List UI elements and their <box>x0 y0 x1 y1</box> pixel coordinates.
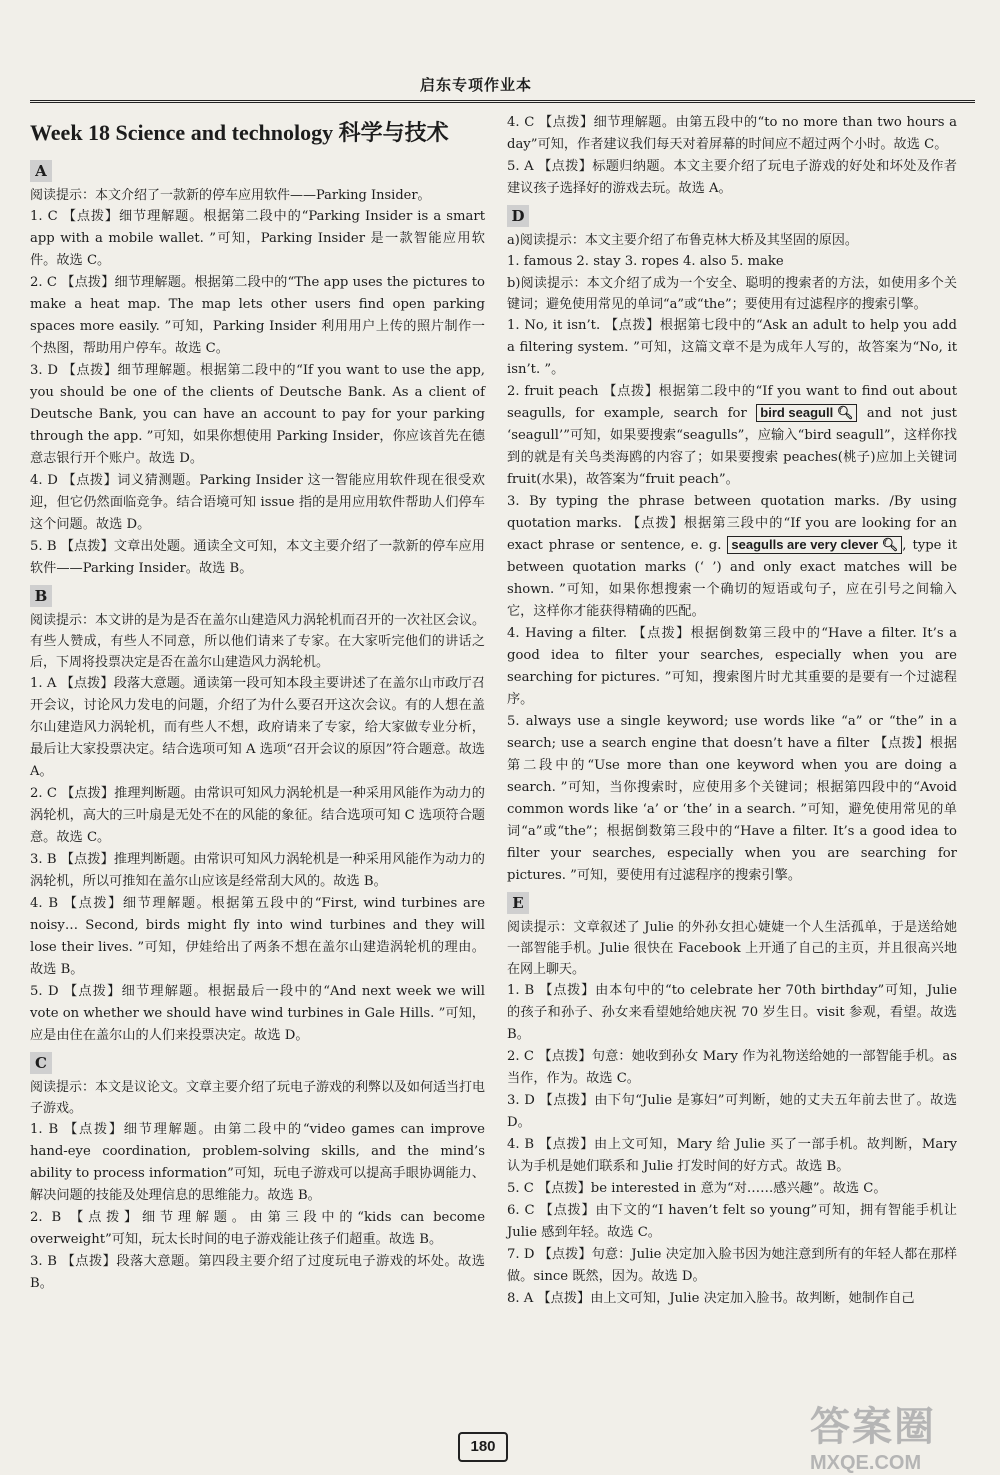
answer-item: 1. No, it isn’t. 【点拨】根据第七段中的“Ask an adult to help you add a filtering system. ”可知，这篇文章不是为成年人写的，故答案为“No, it isn’t. ”。 <box>507 318 957 377</box>
answer-item: 1. C 【点拨】细节理解题。根据第二段中的“Parking Insider is a smart app with a mobile wallet. ”可知，Parking Insider 是一款智能应用软件。故选 C。 <box>30 209 485 268</box>
section-label-e: E <box>507 892 529 914</box>
section-label-c: C <box>30 1052 52 1074</box>
answer-item: 6. C 【点拨】由下文的“I haven’t felt so young”可知，拥有智能手机让 Julie 感到年轻。故选 C。 <box>507 1203 957 1240</box>
reading-tip-d-b: b)阅读提示：本文介绍了成为一个安全、聪明的搜索者的方法，如使用多个关键词；避免使用常见的单词“a”或“the”；要使用有过滤程序的搜索引擎。 <box>507 276 957 312</box>
answer-item: 2. B 【点拨】细节理解题。由第三段中的“kids can become overweight”可知，玩太长时间的电子游戏能让孩子们超重。故选 B。 <box>30 1210 485 1247</box>
answer-item: 4. Having a filter. 【点拨】根据倒数第三段中的“Have a filter. It’s a good idea to filter your searches, especially when you are searching for pictures. ”可知，搜索图片时尤其重要的是要有一个过滤程序。 <box>507 626 957 707</box>
watermark-text: 答案圈 <box>810 1405 936 1449</box>
answer-item: 4. C 【点拨】细节理解题。由第五段中的“to no more than two hours a day”可知，作者建议我们每天对着屏幕的时间应不超过两个小时。故选 C。 <box>507 115 957 152</box>
answer-item-text: , type it between quotation marks (‘ ’) and only exact matches will be shown. ”可知，如果你想搜索一个确切的短语或句子，应在引号之间输入它，这样你才能获得精确的匹配。 <box>507 538 958 619</box>
answer-item: 1. B 【点拨】细节理解题。由第二段中的“video games can improve hand-eye coordination, problem-solving skills, and the mind’s ability to process information”可知，玩电子游戏可以提高手眼协调能力、解决问题的技能及处理信息的思维能力。故选 B。 <box>30 1122 485 1203</box>
answer-item: 2. C 【点拨】细节理解题。根据第二段中的“The app uses the pictures to make a heat map. The map lets other users find open parking spaces more easily. ”可知，Parking Insider 利用用户上传的照片制作一个热图，帮助用户停车。故选 C。 <box>30 275 485 356</box>
answer-item: 8. A 【点拨】由上文可知，Julie 决定加入脸书。故判断，她制作自己 <box>507 1291 915 1306</box>
answer-item: 5. always use a single keyword; use words like “a” or “the” in a search; use a search engine that doesn’t have a filter 【点拨】根据第二段中的“Use more than one keyword when you are doing a search. ”可知，当你搜索时，应使用多个关键词；根据第四段中的“Avoid common words like ‘a’ or ‘the’ in a search. ”可知，避免使用常见的单词“a”或“the”；根据倒数第三段中的“Have a filter. It’s a good idea to filter your searches, especially when you are searching for pictures. ”可知，要使用有过滤程序的搜索引擎。 <box>507 714 957 883</box>
answer-item-text: and not just ‘seagull’”可知，如果要搜索“seagulls”，应输入“bird seagull”，这样你找到的就是有关鸟类海鸥的内容了；如果要搜索 peaches(桃子)应加上关键词 fruit(水果)，故答案为“fruit peach”。 <box>507 406 957 487</box>
answer-item: 1. A 【点拨】段落大意题。通读第一段可知本段主要讲述了在盖尔山市政厅召开会议，讨论风力发电的问题，介绍了为什么要召开这次会议。有的人想在盖尔山建造风力涡轮机，而有些人不想，政府请来了专家，给大家做专业分析，最后让大家投票决定。结合选项可知 A 选项“召开会议的原因”符合题意。故选 A。 <box>30 676 485 779</box>
section-label-b: B <box>30 585 52 607</box>
answer-item: 3. B 【点拨】段落大意题。第四段主要介绍了过度玩电子游戏的坏处。故选 B。 <box>30 1254 485 1291</box>
answer-item: 4. B 【点拨】由上文可知，Mary 给 Julie 买了一部手机。故判断，Mary 认为手机是她们联系和 Julie 打发时间的好方式。故选 B。 <box>507 1137 957 1174</box>
right-column <box>507 112 957 1310</box>
reading-tip-c: 阅读提示：本文是议论文。文章主要介绍了玩电子游戏的利弊以及如何适当打电子游戏。 <box>30 1080 486 1116</box>
section-label-a: A <box>30 160 52 182</box>
page-number: 180 <box>458 1432 508 1462</box>
search-box-example <box>727 536 902 554</box>
answer-item: 3. B 【点拨】推理判断题。由常识可知风力涡轮机是一种采用风能作为动力的涡轮机，所以可推知在盖尔山应该是经常刮大风的。故选 B。 <box>30 852 485 889</box>
answer-item <box>507 491 957 623</box>
answer-item: 2. C 【点拨】句意：她收到孙女 Mary 作为礼物送给她的一部智能手机。as 当作，作为。故选 C。 <box>507 1049 957 1086</box>
answer-item: 5. C 【点拨】be interested in 意为“对……感兴趣”。故选 C。 <box>507 1181 887 1196</box>
search-icon: 🔍︎ <box>836 405 854 420</box>
search-box-example <box>756 404 857 422</box>
section-label-d: D <box>507 205 529 227</box>
answer-item: 4. D 【点拨】词义猜测题。Parking Insider 这一智能应用软件现在很受欢迎，但它仍然面临竞争。结合语境可知 issue 指的是用应用软件帮助人们停车这个问题。故选 D。 <box>30 473 485 532</box>
reading-tip-e: 阅读提示：文章叙述了 Julie 的外孙女担心婕婕一个人生活孤单，于是送给她一部智能手机。Julie 很快在 Facebook 上开通了自己的主页，并且很高兴地在网上聊天。 <box>507 920 957 977</box>
reading-tip-d-a: a)阅读提示：本文主要介绍了布鲁克林大桥及其坚固的原因。 <box>507 233 858 248</box>
answer-item: 7. D 【点拨】句意：Julie 决定加入脸书因为她注意到所有的年轻人都在那样做。since 既然，因为。故选 D。 <box>507 1247 957 1284</box>
week-title: Week 18 Science and technology 科学与技术 <box>30 120 449 145</box>
reading-tip-b: 阅读提示：本文讲的是为是否在盖尔山建造风力涡轮机而召开的一次社区会议。有些人赞成，有些人不同意，所以他们请来了专家。在大家听完他们的讲话之后，下周将投票决定是否在盖尔山建造风力涡轮机。 <box>30 613 486 670</box>
reading-tip-a: 阅读提示：本文介绍了一款新的停车应用软件——Parking Insider。 <box>30 188 431 203</box>
answer-item: 1. B 【点拨】由本句中的“to celebrate her 70th birthday”可知，Julie 的孩子和孙子、孙女来看望她给她庆祝 70 岁生日。visit 参观，看望。故选 B。 <box>507 983 957 1042</box>
answer-item: 3. D 【点拨】由下句“Julie 是寡妇”可判断，她的丈夫五年前去世了。故选 D。 <box>507 1093 957 1130</box>
watermark-url: MXQE.COM <box>810 1452 922 1474</box>
answer-item: 5. B 【点拨】文章出处题。通读全文可知，本文主要介绍了一款新的停车应用软件——Parking Insider。故选 B。 <box>30 539 485 576</box>
answer-item-text: 3. By typing the phrase between quotation marks. /By using quotation marks. 【点拨】根据第三段中的“If you are looking for an exact phrase or sentence, e. g. <box>507 494 957 553</box>
answer-item: 5. D 【点拨】细节理解题。根据最后一段中的“And next week we will vote on whether we should have wind turbines in Gale Hills. ”可知，应是由住在盖尔山的人们来投票决定。故选 D。 <box>30 984 485 1043</box>
header-title: 启东专项作业本 <box>420 76 533 94</box>
search-icon: 🔍︎ <box>881 537 899 552</box>
answer-item <box>507 381 957 491</box>
watermark-logo <box>810 1395 990 1475</box>
answer-item: 4. B 【点拨】细节理解题。根据第五段中的“First, wind turbines are noisy… Second, birds might fly into wind turbines and they will lose their lives. ”可知，伊娃给出了两条不想在盖尔山建造涡轮机的理由。故选 B。 <box>30 896 485 977</box>
answer-item: 2. C 【点拨】推理判断题。由常识可知风力涡轮机是一种采用风能作为动力的涡轮机，高大的三叶扇是无处不在的风能的象征。结合选项可知 C 选项符合题意。故选 C。 <box>30 786 485 845</box>
answer-item: 5. A 【点拨】标题归纳题。本文主要介绍了玩电子游戏的好处和坏处及作者建议孩子选择好的游戏去玩。故选 A。 <box>507 159 957 196</box>
search-box-text: seagulls are very clever <box>731 537 879 552</box>
answer-list-d-a: 1. famous 2. stay 3. ropes 4. also 5. make <box>507 254 784 269</box>
search-box-text: bird seagull <box>760 405 834 420</box>
left-column <box>30 112 485 1295</box>
answer-item: 3. D 【点拨】细节理解题。根据第二段中的“If you want to use the app, you should be one of the clients of Deutsche Bank. As a client of Deutsche Bank, you can have an account to pay for your parking through the app. ”可知，如果你想使用 Parking Insider，你应该首先在德意志银行开个账户。故选 D。 <box>30 363 485 466</box>
answer-item-text: 2. fruit peach 【点拨】根据第二段中的“If you want to find out about seagulls, for example, search for <box>507 384 957 421</box>
header-divider <box>30 100 975 103</box>
